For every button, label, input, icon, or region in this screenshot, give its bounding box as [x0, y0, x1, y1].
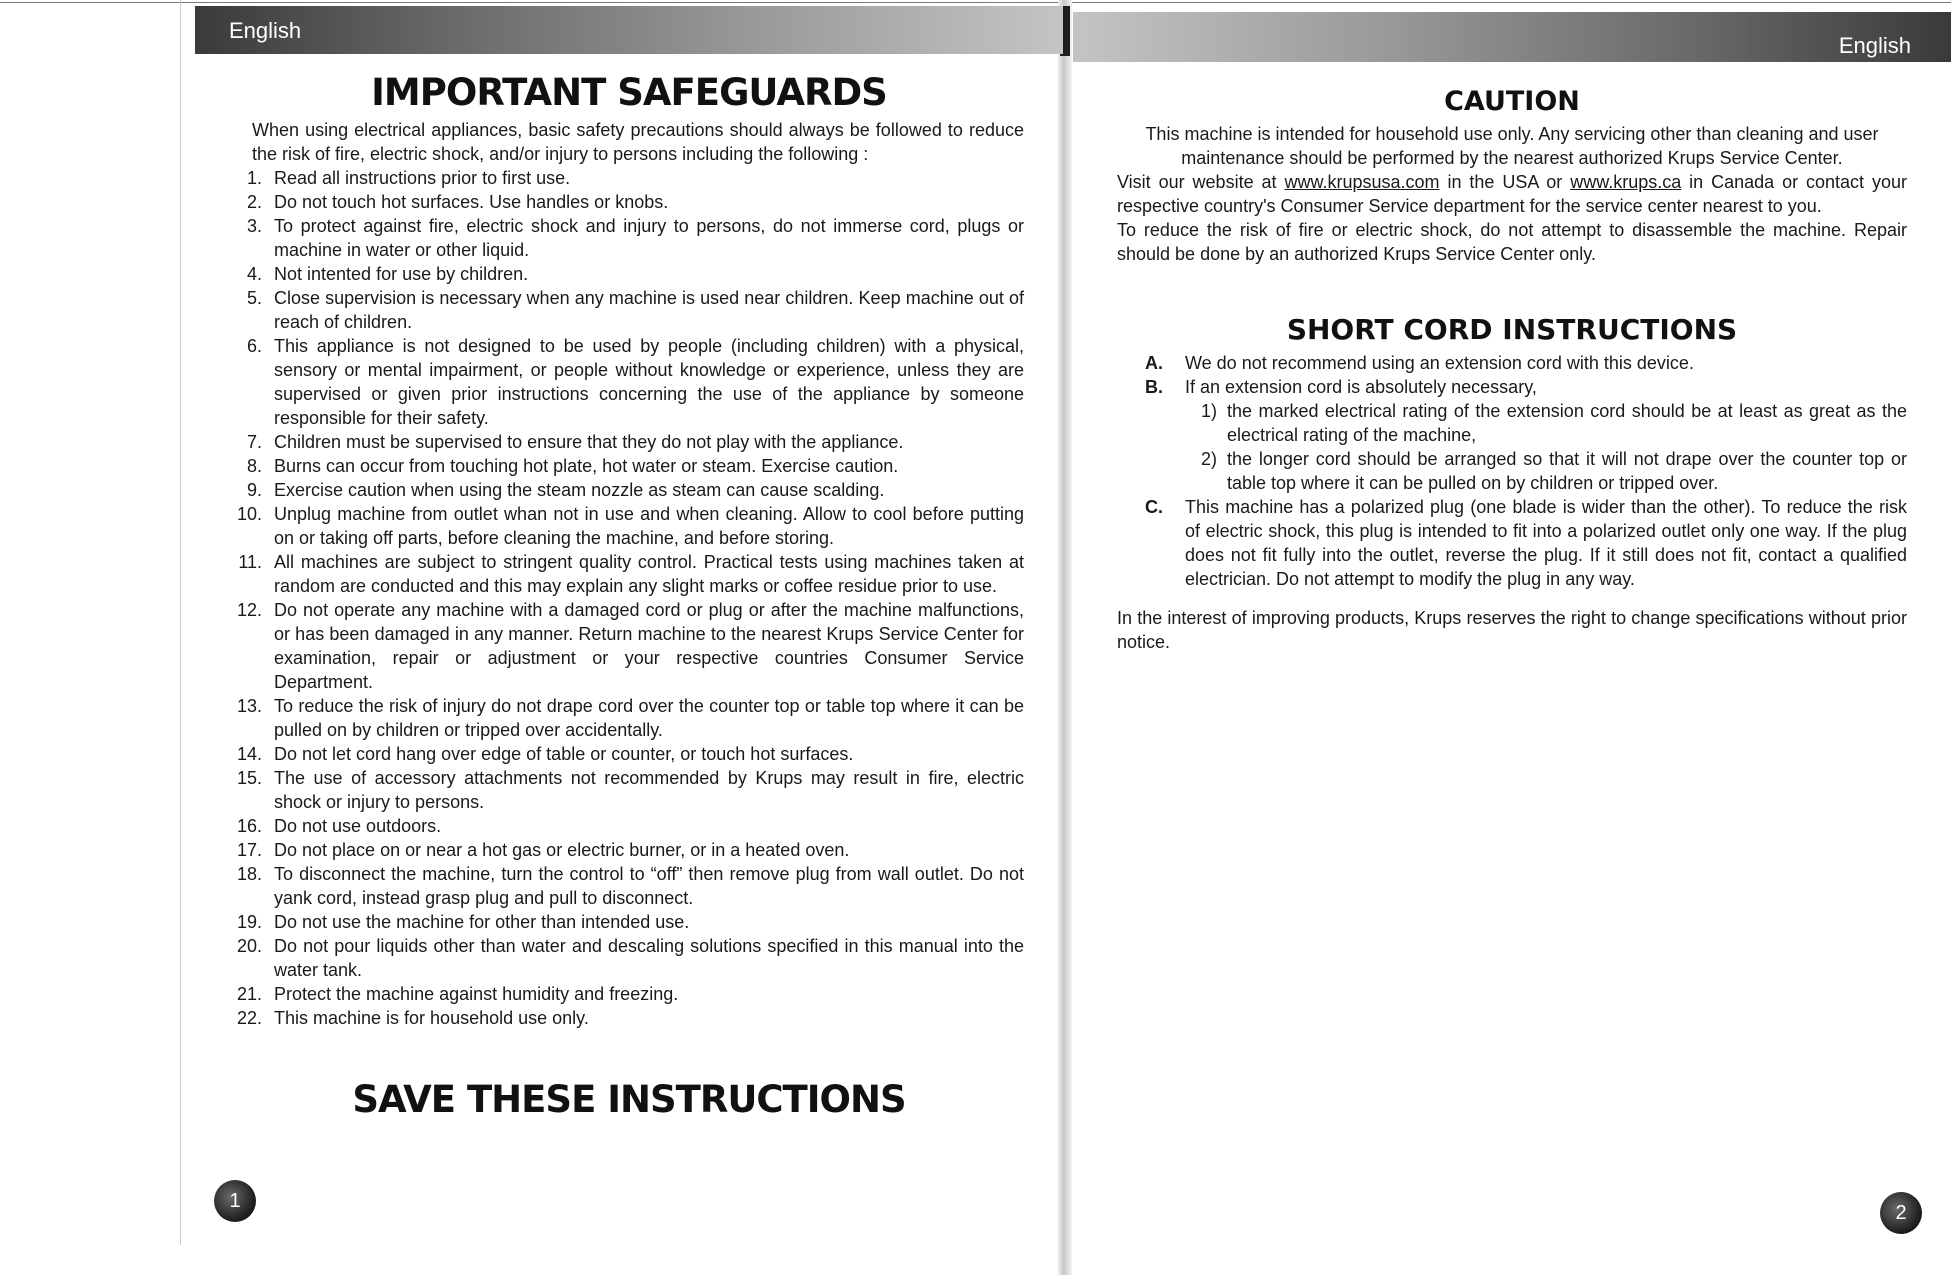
safeguard-item	[236, 742, 1024, 766]
safeguard-item	[236, 814, 1024, 838]
cord-sub-text: the longer cord should be arranged so that it will not drape over the counter top or table top where it can be pulled on by children or tripped over.	[1227, 449, 1907, 493]
cord-item-c	[1145, 495, 1907, 591]
safeguard-item	[244, 334, 1024, 430]
safeguard-text: Do not place on or near a hot gas or electric burner, or in a heated oven.	[274, 840, 850, 860]
cord-sub-number: 1)	[1201, 401, 1218, 421]
safeguard-item	[236, 910, 1024, 934]
cord-item-letter: C.	[1145, 497, 1163, 517]
safeguard-text: Do not pour liquids other than water and descaling solutions specified in this manual into the water tank.	[274, 936, 1024, 980]
safeguard-text: Unplug machine from outlet whan not in use and when cleaning. Allow to cool before putting on or taking off parts, before cleaning the machine, and before storing.	[274, 504, 1024, 548]
safeguard-number: 5.	[246, 288, 262, 308]
safeguard-text: To protect against fire, electric shock and injury to persons, do not immerse cord, plugs or machine in water or other liquid.	[274, 216, 1024, 260]
safeguard-item	[244, 262, 1024, 286]
safeguards-intro: When using electrical appliances, basic safety precautions should always be followed to reduce the risk of fire, electric shock, and/or injury to persons including the following :	[252, 120, 1024, 164]
safeguard-number: 1.	[246, 168, 262, 188]
safeguard-number: 22.	[236, 1008, 262, 1028]
safeguard-number: 3.	[246, 216, 262, 236]
safeguard-number: 7.	[246, 432, 262, 452]
safeguard-text: Close supervision is necessary when any machine is used near children. Keep machine out of reach of children.	[274, 288, 1024, 332]
safeguard-text: This machine is for household use only.	[274, 1008, 589, 1028]
krupsusa-link[interactable]: www.krupsusa.com	[1284, 172, 1440, 192]
safeguard-text: To disconnect the machine, turn the control to “off” then remove plug from wall outlet. Do not yank cord, instead grasp plug and pull to disconnect.	[274, 864, 1024, 908]
cord-item-letter: A.	[1145, 353, 1163, 373]
krups-ca-link[interactable]: www.krups.ca	[1570, 172, 1682, 192]
safeguard-item	[236, 694, 1024, 742]
safeguard-text: Children must be supervised to ensure that they do not play with the appliance.	[274, 432, 904, 452]
right-header-band	[1073, 12, 1951, 62]
safeguard-item	[236, 838, 1024, 862]
page-number-badge: 1	[214, 1180, 256, 1222]
safeguard-text: Not intented for use by children.	[274, 264, 529, 284]
right-language-label: English	[1838, 33, 1911, 58]
safeguard-text: Do not use the machine for other than intended use.	[274, 912, 690, 932]
page-number-badge: 2	[1880, 1192, 1922, 1234]
safeguard-item	[244, 430, 1024, 454]
safeguard-number: 2.	[246, 192, 262, 212]
caution-paragraph: This machine is intended for household use only. Any servicing other than cleaning and user maintenance should be performed by the nearest authorized Krups Service Center.	[1145, 124, 1879, 168]
safeguard-item	[236, 766, 1024, 814]
safeguard-item	[236, 1006, 1024, 1030]
safeguard-number: 8.	[246, 456, 262, 476]
short-cord-list	[1145, 351, 1907, 591]
safeguard-number: 9.	[246, 480, 262, 500]
cord-item-text: If an extension cord is absolutely necessary,	[1185, 377, 1537, 397]
safeguard-text: Do not let cord hang over edge of table or counter, or touch hot surfaces.	[274, 744, 854, 764]
safeguard-item	[236, 862, 1024, 910]
safeguard-text: This appliance is not designed to be used by people (including children) with a physical, sensory or mental impairment, or people without knowledge or experience, unless they are supervised or given prior instructions concerning the use of the appliance by someone responsible for their safety.	[274, 336, 1024, 428]
cord-sub-item-1	[1185, 399, 1907, 447]
cord-sub-list	[1185, 399, 1907, 495]
safeguard-item	[244, 190, 1024, 214]
safeguard-number: 10.	[236, 504, 262, 524]
safeguard-item	[244, 478, 1024, 502]
cord-sub-number: 2)	[1201, 449, 1218, 469]
safeguard-text: Do not use outdoors.	[274, 816, 442, 836]
safeguard-number: 6.	[246, 336, 262, 356]
cord-item-b	[1145, 375, 1907, 495]
cord-item-a	[1145, 351, 1907, 375]
safeguard-item	[244, 454, 1024, 478]
cord-item-text: We do not recommend using an extension cord with this device.	[1185, 353, 1694, 373]
safeguard-text: Read all instructions prior to first use.	[274, 168, 571, 188]
safeguards-list	[236, 166, 1024, 1030]
safeguard-number: 4.	[246, 264, 262, 284]
caution-body	[1117, 122, 1907, 266]
caution-title: CAUTION	[1444, 86, 1580, 117]
cord-item-text: This machine has a polarized plug (one blade is wider than the other). To reduce the risk of electric shock, this plug is intended to fit into a polarized outlet only one way. If the plug does not fit fully into the outlet, reverse the plug. If it still does not fit, contact a qualified electrician. Do not attempt to modify the plug in any way.	[1185, 497, 1907, 589]
safeguard-number: 19.	[236, 912, 262, 932]
safeguard-text: Do not touch hot surfaces. Use handles or knobs.	[274, 192, 669, 212]
safeguard-number: 20.	[236, 936, 262, 956]
safeguard-number: 13.	[236, 696, 262, 716]
visit-text-post: in Canada or contact your respective country's Consumer Service department for the service center nearest to you.	[1117, 172, 1907, 216]
disassemble-paragraph: To reduce the risk of fire or electric shock, do not attempt to disassemble the machine. Repair should be done by an authorized Krups Service Center only.	[1117, 220, 1907, 264]
safeguard-text: Protect the machine against humidity and freezing.	[274, 984, 679, 1004]
visit-text-mid: in the USA or	[1439, 172, 1571, 192]
important-safeguards-title: IMPORTANT SAFEGUARDS	[371, 71, 887, 114]
visit-paragraph	[1117, 170, 1907, 218]
safeguard-item	[244, 286, 1024, 334]
safeguard-text: The use of accessory attachments not recommended by Krups may result in fire, electric shock or injury to persons.	[274, 768, 1024, 812]
safeguard-number: 16.	[236, 816, 262, 836]
right-page	[1073, 0, 1951, 1275]
cord-item-letter: B.	[1145, 377, 1163, 397]
safeguard-text: To reduce the risk of injury do not drape cord over the counter top or table top where it can be pulled on by children or tripped over accidentally.	[274, 696, 1024, 740]
specifications-notice: In the interest of improving products, Krups reserves the right to change specifications without prior notice.	[1117, 608, 1907, 652]
safeguard-item	[244, 214, 1024, 262]
safeguard-number: 17.	[236, 840, 262, 860]
left-language-label: English	[229, 18, 302, 43]
safeguard-text: Do not operate any machine with a damaged cord or plug or after the machine malfunctions, or has been damaged in any manner. Return machine to the nearest Krups Service Center for examination, repair or adjustment or your respective countries Consumer Service Department.	[274, 600, 1024, 692]
safeguard-item	[236, 934, 1024, 982]
left-page	[195, 0, 1063, 1275]
safeguard-item	[236, 502, 1024, 550]
short-cord-title: SHORT CORD INSTRUCTIONS	[1286, 313, 1738, 346]
safeguard-item	[236, 982, 1024, 1006]
safeguard-number: 21.	[236, 984, 262, 1004]
cord-sub-item-2	[1185, 447, 1907, 495]
safeguard-item	[244, 166, 1024, 190]
safeguard-text: Burns can occur from touching hot plate, hot water or steam. Exercise caution.	[274, 456, 899, 476]
safeguard-number: 14.	[236, 744, 262, 764]
cord-sub-text: the marked electrical rating of the extension cord should be at least as great as the electrical rating of the machine,	[1227, 401, 1907, 445]
safeguard-item	[236, 598, 1024, 694]
visit-text-pre: Visit our website at	[1117, 172, 1285, 192]
safeguard-number: 15.	[236, 768, 262, 788]
save-instructions-title: SAVE THESE INSTRUCTIONS	[352, 1078, 906, 1121]
safeguard-text: All machines are subject to stringent quality control. Practical tests using machines taken at random are conducted and this may explain any slight marks or coffee residue prior to use.	[274, 552, 1024, 596]
safeguard-text: Exercise caution when using the steam nozzle as steam can cause scalding.	[274, 480, 885, 500]
safeguard-number: 11.	[238, 552, 262, 572]
safeguard-number: 12.	[236, 600, 262, 620]
safeguard-item	[238, 550, 1024, 598]
left-edge-rule	[180, 0, 181, 1245]
safeguard-number: 18.	[236, 864, 262, 884]
left-header-band	[195, 6, 1063, 54]
